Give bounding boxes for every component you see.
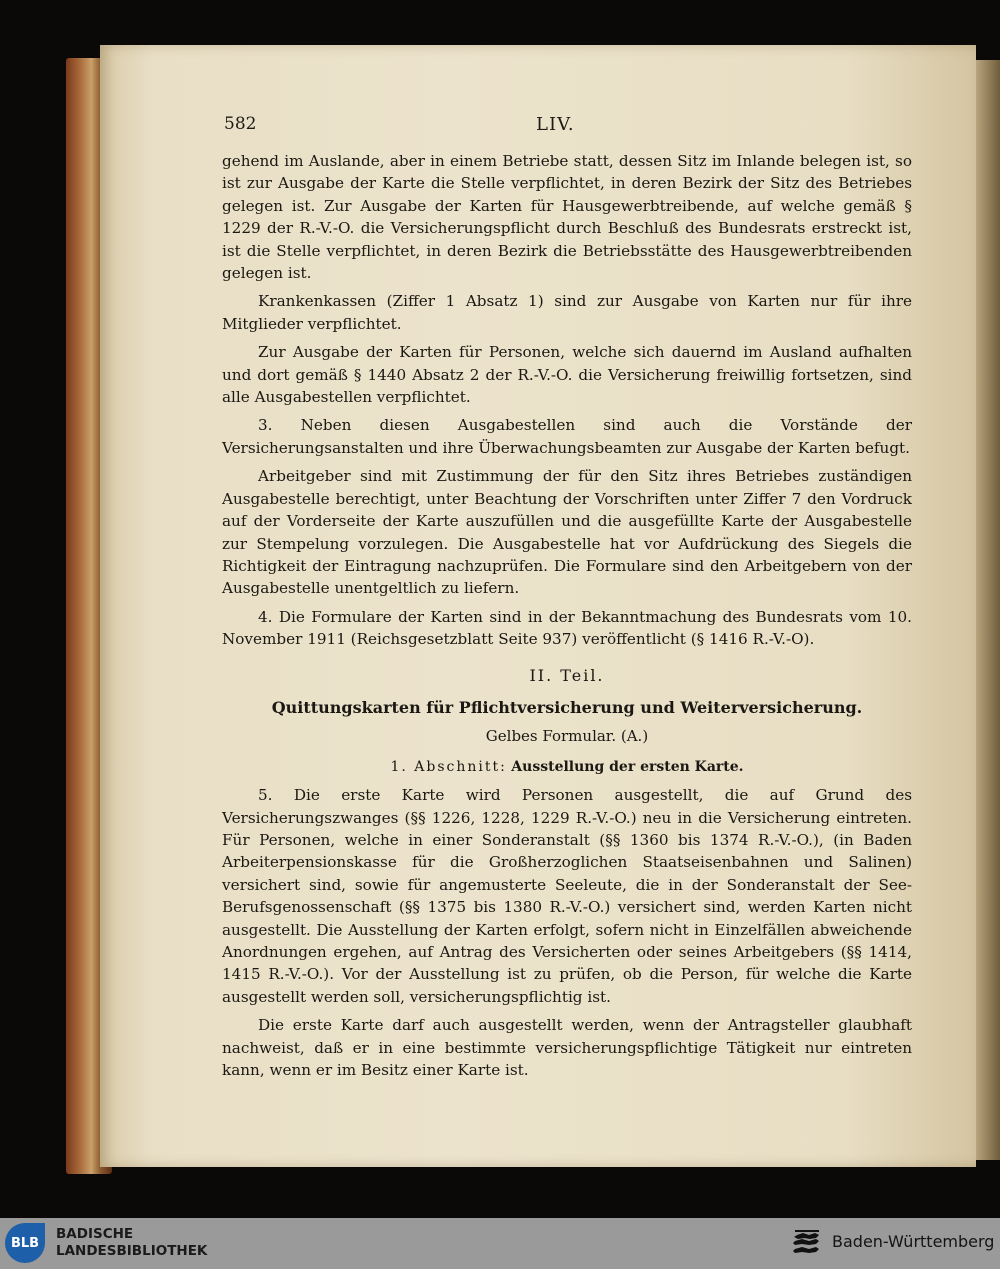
library-name-line1: BADISCHE	[56, 1226, 134, 1242]
baden-wuerttemberg-crest-icon[interactable]	[792, 1226, 822, 1260]
part-title: II. Teil.	[529, 665, 605, 685]
library-name-line2: LANDESBIBLIOTHEK	[56, 1243, 208, 1259]
paragraph-continuation: gehend im Auslande, aber in einem Betriebe statt, dessen Sitz im Inlande belegen ist, so ist zur Ausgabe der Karte die Stelle verpflichtet, in deren Bezirk der Sitz des Betriebes gelegen ist. Zur Ausgabe der Karten für Hausgewerbtreibende, auf welche gemäß § 1229 der R.-V.-O. die Versicherungspflicht durch Beschluß des Bundesrats erstreckt ist, ist die Stelle verpflichtet, in deren Bezirk die Betriebsstätte des Hausgewerbtreibenden gelegen ist.	[222, 152, 912, 283]
running-head: LIV.	[536, 114, 575, 135]
subsection-label: 1. Abschnitt:	[390, 758, 507, 775]
subsection-heading	[222, 756, 912, 778]
paragraph-3: 3. Neben diesen Ausgabestellen sind auch die Vorstände der Versicherungsanstalten und ihre Überwachungsbeamten zur Ausgabe der Karten befugt.	[222, 416, 912, 457]
paragraph-arbeitgeber: Arbeitgeber sind mit Zustimmung der für den Sitz ihres Betriebes zuständigen Ausgabestelle berechtigt, unter Beachtung der Vorschriften unter Ziffer 7 den Vordruck auf der Vorderseite der Karte auszufüllen und die ausgefüllte Karte der Ausgabestelle zur Stempelung vorzulegen. Die Ausgabestelle hat vor Aufdrückung des Siegels die Richtigkeit der Eintragung nachzuprüfen. Die Formulare sind den Arbeitgebern von der Ausgabestelle unentgeltlich zu liefern.	[222, 467, 912, 598]
blb-logo-icon[interactable]	[5, 1223, 45, 1263]
paragraph-4: 4. Die Formulare der Karten sind in der Bekanntmachung des Bundesrats vom 10. November 1911 (Reichsgesetzblatt Seite 937) veröffentlicht (§ 1416 R.-V.-O).	[222, 607, 912, 649]
blb-logo-text: BLB	[10, 1235, 40, 1251]
page-number: 582	[224, 114, 257, 134]
paragraph-krankenkassen: Krankenkassen (Ziffer 1 Absatz 1) sind zur Ausgabe von Karten nur für ihre Mitglieder verpflichtet.	[222, 292, 912, 333]
facing-page-edge	[976, 60, 1000, 1160]
page-body	[222, 150, 912, 1087]
footer-bar	[0, 1218, 1000, 1269]
form-title: Gelbes Formular. (A.)	[485, 727, 649, 746]
library-name[interactable]	[56, 1226, 207, 1260]
section-title: Quittungskarten für Pflichtversicherung und Weiterversicherung.	[271, 697, 863, 717]
paragraph-ausland: Zur Ausgabe der Karten für Personen, welche sich dauernd im Ausland aufhalten und dort gemäß § 1440 Absatz 2 der R.-V.-O. die Versicherung freiwillig fortsetzen, sind alle Ausgabestellen verpflichtet.	[222, 343, 912, 407]
subsection-title: Ausstellung der ersten Karte.	[511, 758, 744, 775]
page-header	[224, 114, 914, 140]
paragraph-5: 5. Die erste Karte wird Personen ausgestellt, die auf Grund des Versicherungszwanges (§§ 1226, 1228, 1229 R.-V.-O.) neu in die Versicherung eintreten. Für Personen, welche in einer Sonderanstalt (§§ 1360 bis 1374 R.-V.-O.), (in Baden Arbeiterpensionskasse für die Großherzoglichen Staatseisenbahnen und Salinen) versichert sind, sowie für angemusterte Seeleute, die in der Sonderanstalt der See-Berufsgenossenschaft (§§ 1375 bis 1380 R.-V.-O.) versichert sind, werden Karten nicht ausgestellt. Die Ausstellung der Karten erfolgt, sofern nicht in Einzelfällen abweichende Anordnungen ergehen, auf Antrag des Versicherten oder seines Arbeitgebers (§§ 1414, 1415 R.-V.-O.). Vor der Ausstellung ist zu prüfen, ob die Person, für welche die Karte ausgestellt werden soll, versicherungspflichtig ist.	[222, 786, 912, 1006]
state-name: Baden-Württemberg	[832, 1232, 995, 1251]
paragraph-erste-karte: Die erste Karte darf auch ausgestellt werden, wenn der Antragsteller glaubhaft nachweist, daß er in eine bestimmte versicherungspflichtige Tätigkeit nur eintreten kann, wenn er im Besitz einer Karte ist.	[222, 1016, 912, 1080]
